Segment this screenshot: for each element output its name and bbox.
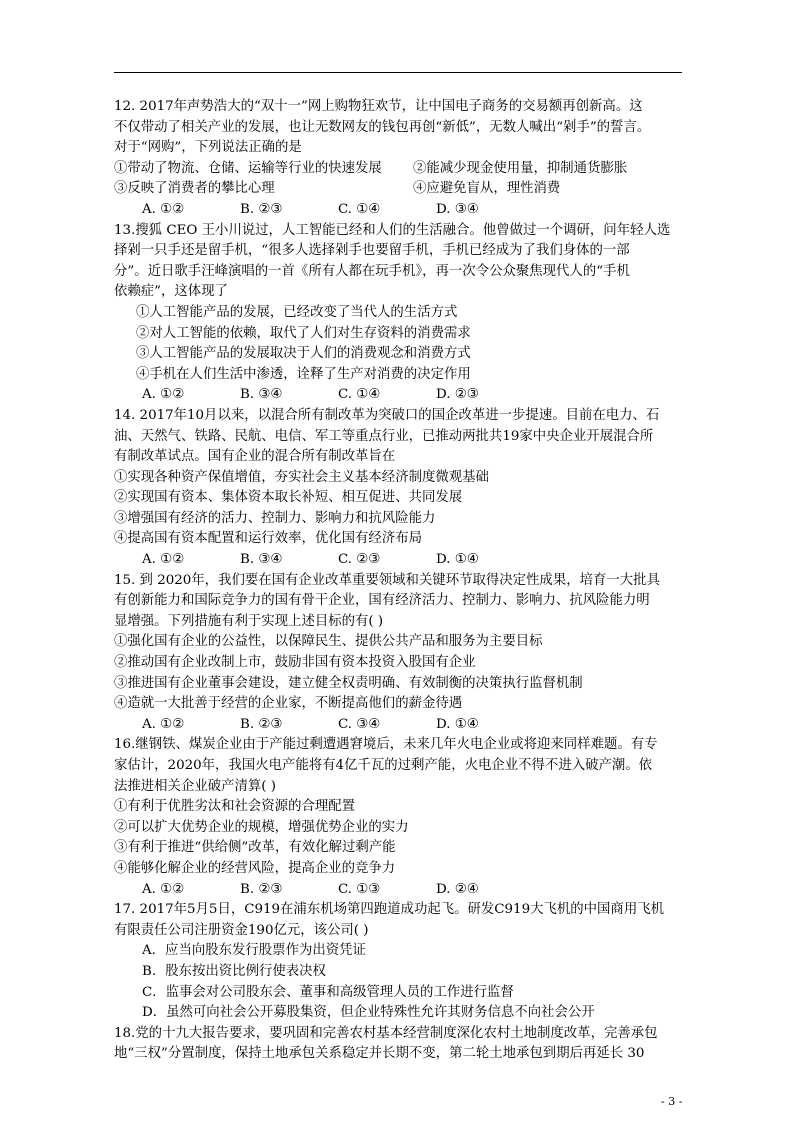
option-a[interactable]: A．应当向股东发行股票作为出资凭证 bbox=[142, 943, 366, 959]
option-b[interactable]: B．股东按出资比例行使表决权 bbox=[142, 963, 326, 979]
question-18 bbox=[114, 1024, 684, 1065]
statement-1: ①带动了物流、仓储、运输等行业的快速发展 bbox=[114, 160, 382, 176]
answer-options bbox=[114, 715, 684, 736]
question-text: 地“三权”分置制度，保持土地承包关系稳定并长期不变，第二轮土地承包到期后再延长 30 bbox=[114, 1046, 645, 1062]
question-text: 家估计，2020年，我国火电产能将有4亿千瓦的过剩产能，火电企业不得不进入破产潮。依 bbox=[114, 758, 653, 773]
statement-2: ②可以扩大优势企业的规模，增强优势企业的实力 bbox=[114, 819, 409, 835]
statement-2: ②推动国有企业改制上市，鼓励非国有资本投资入股国有企业 bbox=[114, 655, 476, 671]
option-b[interactable]: B. ②③ bbox=[240, 881, 283, 897]
statement-3: ③人工智能产品的发展取决于人们的消费观念和消费方式 bbox=[136, 346, 471, 362]
option-c[interactable]: C. ②③ bbox=[338, 552, 381, 568]
page-number: - 3 - bbox=[661, 1095, 683, 1108]
question-text: 不仅带动了相关产业的发展，也让无数网友的钱包再创“新低”，无数人喊出“剁手”的誓言。 bbox=[114, 119, 651, 135]
question-13 bbox=[114, 221, 684, 406]
option-c[interactable]: C. ③④ bbox=[338, 716, 381, 732]
statement-4: ④手机在人们生活中渗透，诠释了生产对消费的决定作用 bbox=[136, 366, 471, 382]
question-15 bbox=[114, 571, 684, 736]
question-text: 16.继钢铁、煤炭企业由于产能过剩遭遇窘境后，未来几年火电企业或将迎来同样难题。有专 bbox=[114, 737, 658, 753]
question-text: 有制改革试点。国有企业的混合所有制改革旨在 bbox=[114, 449, 396, 465]
option-d[interactable]: D. ③④ bbox=[436, 201, 479, 217]
statement-2: ②能减少现金使用量，抑制通货膨胀 bbox=[413, 160, 628, 176]
statement-1: ①实现各种资产保值增值，夯实社会主义基本经济制度微观基础 bbox=[114, 469, 489, 485]
statement-4: ④提高国有资本配置和运行效率，优化国有经济布局 bbox=[114, 531, 422, 547]
answer-options bbox=[114, 550, 684, 571]
question-text: 18.党的十九大报告要求，要巩固和完善农村基本经营制度深化农村土地制度改革，完善承包 bbox=[114, 1025, 658, 1041]
statement-1: ①强化国有企业的公益性，以保障民生、提供公共产品和服务为主要目标 bbox=[114, 634, 543, 650]
question-text: 12. 2017年声势浩大的“双十一”网上购物狂欢节，让中国电子商务的交易额再创新高。这 bbox=[114, 99, 643, 114]
option-c[interactable]: C. ①④ bbox=[338, 387, 381, 403]
question-text: 有创新能力和国际竞争力的国有骨干企业，国有经济活力、控制力、影响力、抗风险能力明 bbox=[114, 593, 650, 609]
question-16 bbox=[114, 735, 684, 900]
answer-options bbox=[114, 200, 684, 221]
option-a[interactable]: A. ①② bbox=[142, 552, 185, 568]
answer-options bbox=[114, 880, 684, 901]
question-text: 依赖症”，这体现了 bbox=[114, 284, 228, 300]
question-text: 15. 到 2020年，我们要在国有企业改革重要领域和关键环节取得决定性成果，培育一大批具 bbox=[114, 572, 660, 588]
answer-options bbox=[114, 385, 684, 406]
option-a[interactable]: A. ①② bbox=[142, 201, 185, 217]
statement-4: ④能够化解企业的经营风险，提高企业的竞争力 bbox=[114, 860, 396, 876]
statement-3: ③增强国有经济的活力、控制力、影响力和抗风险能力 bbox=[114, 510, 436, 526]
option-b[interactable]: B. ②③ bbox=[240, 201, 283, 217]
statement-row bbox=[114, 159, 684, 180]
page-content bbox=[114, 97, 684, 1065]
option-a[interactable]: A. ①② bbox=[142, 716, 185, 732]
option-c[interactable]: C. ①④ bbox=[338, 201, 381, 217]
question-text: 择剁一只手还是留手机，“很多人选择剁手也要留手机，手机已经成为了我们身体的一部 bbox=[114, 243, 630, 259]
question-14 bbox=[114, 406, 684, 571]
option-a[interactable]: A. ①② bbox=[142, 387, 185, 403]
statement-1: ①有利于优胜劣汰和社会资源的合理配置 bbox=[114, 799, 356, 815]
question-text: 17. 2017年5月5日，C919在浦东机场第四跑道成功起飞。研发C919大飞机的中国商用飞机 bbox=[114, 902, 664, 918]
option-c[interactable]: C．监事会对公司股东会、董事和高级管理人员的工作进行监督 bbox=[142, 984, 514, 1000]
statement-1: ①人工智能产品的发展，已经改变了当代人的生活方式 bbox=[136, 304, 458, 320]
question-text: 显增强。下列措施有利于实现上述目标的有( ) bbox=[114, 613, 384, 629]
option-b[interactable]: B. ③④ bbox=[240, 552, 283, 568]
option-d[interactable]: D．虽然可向社会公开募股集资，但企业特殊性允许其财务信息不向社会公开 bbox=[142, 1005, 595, 1021]
statement-2: ②实现国有资本、集体资本取长补短、相互促进、共同发展 bbox=[114, 490, 463, 506]
question-text: 14. 2017年10月以来，以混合所有制改革为突破口的国企改革进一步提速。目前在电力、石 bbox=[114, 407, 660, 423]
statement-2: ②对人工智能的依赖，取代了人们对生存资料的消费需求 bbox=[136, 325, 471, 341]
option-a[interactable]: A. ①② bbox=[142, 881, 185, 897]
option-d[interactable]: D. ①④ bbox=[436, 552, 479, 568]
statement-3: ③反映了消费者的攀比心理 bbox=[114, 181, 275, 197]
option-d[interactable]: D. ①④ bbox=[436, 716, 479, 732]
option-b[interactable]: B. ③④ bbox=[240, 387, 283, 403]
statement-4: ④造就一大批善于经营的企业家，不断提高他们的薪金待遇 bbox=[114, 696, 463, 712]
option-b[interactable]: B. ②③ bbox=[240, 716, 283, 732]
statement-row bbox=[114, 179, 684, 200]
header-rule bbox=[114, 72, 682, 73]
question-text: 对于“网购”，下列说法正确的是 bbox=[114, 140, 302, 156]
question-text: 有限责任公司注册资金190亿元，该公司( ) bbox=[114, 922, 369, 938]
question-text: 油、天然气、铁路、民航、电信、军工等重点行业，已推动两批共19家中央企业开展混合所 bbox=[114, 428, 654, 444]
statement-3: ③推进国有企业董事会建设，建立健全权责明确、有效制衡的决策执行监督机制 bbox=[114, 675, 583, 691]
statement-3: ③有利于推进“供给侧”改革，有效化解过剩产能 bbox=[114, 840, 396, 856]
option-c[interactable]: C. ①③ bbox=[338, 881, 381, 897]
question-text: 13.搜狐 CEO 王小川说过，人工智能已经和人们的生活融合。他曾做过一个调研，问年轻人选 bbox=[114, 222, 671, 238]
option-d[interactable]: D. ②③ bbox=[436, 387, 479, 403]
option-d[interactable]: D. ②④ bbox=[436, 881, 479, 897]
question-text: 分”。近日歌手汪峰演唱的一首《所有人都在玩手机》，再一次令公众聚焦现代人的“手机 bbox=[114, 263, 630, 279]
question-text: 法推进相关企业破产清算( ) bbox=[114, 778, 277, 794]
question-17 bbox=[114, 900, 684, 1024]
question-12 bbox=[114, 97, 684, 221]
statement-4: ④应避免盲从，理性消费 bbox=[413, 181, 561, 197]
